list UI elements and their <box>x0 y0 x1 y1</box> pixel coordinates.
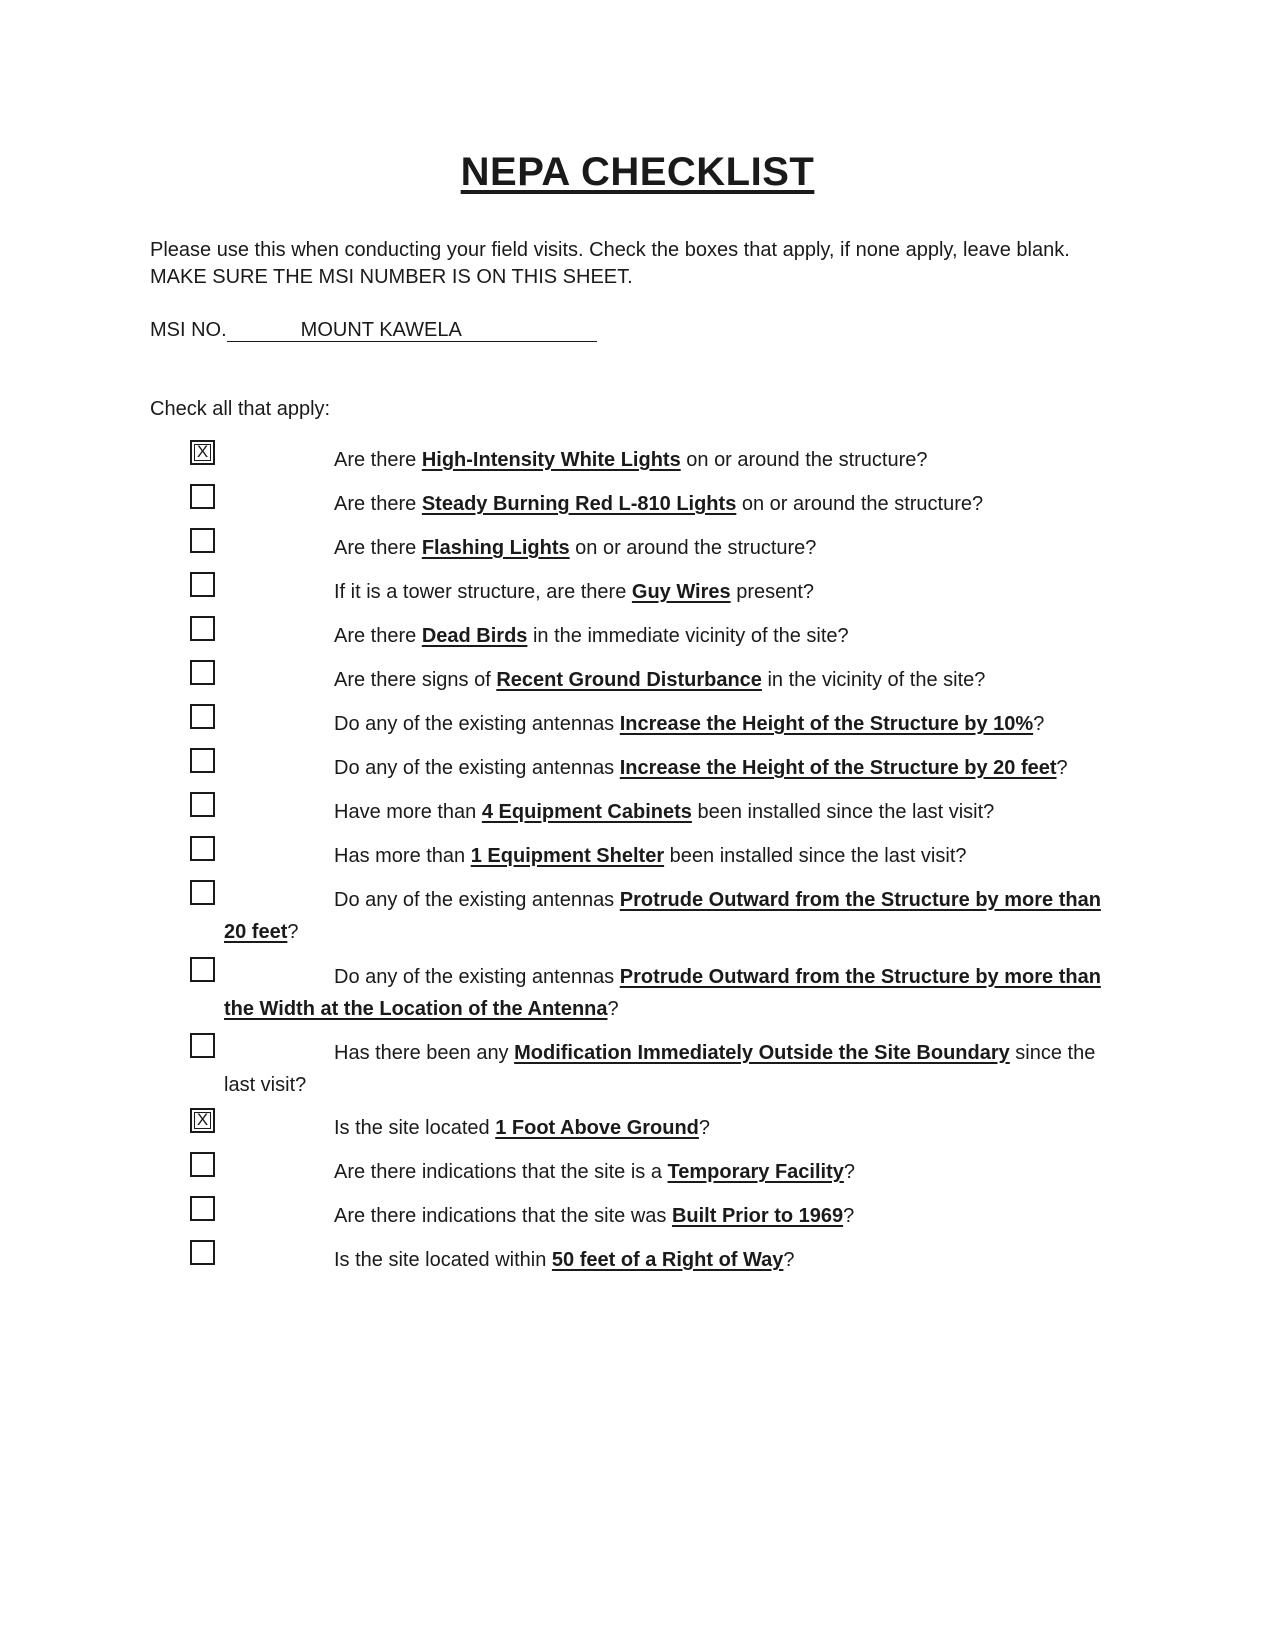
item-keyword: High-Intensity White Lights <box>421 449 681 471</box>
checkbox-mark: X <box>196 1110 209 1129</box>
checkbox[interactable] <box>190 616 215 641</box>
item-keyword: 1 Foot Above Ground <box>495 1117 699 1139</box>
item-keyword: 4 Equipment Cabinets <box>481 801 692 823</box>
checkbox[interactable] <box>190 748 215 773</box>
item-text: Are there indications that the site was Built Prior to 1969? <box>334 1205 855 1227</box>
checkbox-mark: X <box>196 442 209 461</box>
page-title: NEPA CHECKLIST <box>460 150 815 194</box>
checkbox[interactable] <box>190 1196 215 1221</box>
instructions-line-2: MAKE SURE THE MSI NUMBER IS ON THIS SHEET. <box>150 266 633 288</box>
checklist-item <box>190 790 1125 828</box>
checkbox[interactable] <box>190 957 215 982</box>
checkbox[interactable] <box>190 572 215 597</box>
item-keyword: Guy Wires <box>631 581 731 603</box>
checkbox[interactable] <box>190 880 215 905</box>
checklist-item <box>190 1031 1125 1101</box>
item-keyword: Flashing Lights <box>421 537 570 559</box>
item-text: Has there been any Modification Immediately Outside the Site Boundary since the last visit? <box>224 1042 1096 1096</box>
item-text: Are there signs of Recent Ground Disturbance in the vicinity of the site? <box>334 669 986 691</box>
checkbox[interactable] <box>190 1108 215 1133</box>
item-text: Are there Steady Burning Red L-810 Lights on or around the structure? <box>334 493 984 515</box>
checklist-item <box>190 482 1125 520</box>
checklist-item <box>190 1150 1125 1188</box>
item-text: Do any of the existing antennas Protrude Outward from the Structure by more than the Width at the Location of the Antenna? <box>224 966 1101 1020</box>
checkbox[interactable] <box>190 1152 215 1177</box>
instructions <box>150 237 1070 291</box>
item-text: Is the site located 1 Foot Above Ground? <box>334 1117 711 1139</box>
item-keyword: 1 Equipment Shelter <box>470 845 665 867</box>
item-text: Do any of the existing antennas Protrude Outward from the Structure by more than 20 feet? <box>224 889 1101 943</box>
check-all-label: Check all that apply: <box>150 398 331 420</box>
checklist-item <box>190 746 1125 784</box>
checklist-item <box>190 1106 1125 1144</box>
checkbox[interactable] <box>190 792 215 817</box>
item-keyword: Built Prior to 1969 <box>671 1205 844 1227</box>
item-keyword: Modification Immediately Outside the Site Boundary <box>514 1042 1010 1064</box>
checkbox[interactable] <box>190 660 215 685</box>
checklist-item <box>190 955 1125 1025</box>
item-keyword: Protrude Outward from the Structure by more than the Width at the Location of the Antenna <box>224 966 1101 1020</box>
checklist-item <box>190 702 1125 740</box>
checklist-item <box>190 570 1125 608</box>
item-text: Are there Flashing Lights on or around the structure? <box>334 537 817 559</box>
item-text: Has more than 1 Equipment Shelter been installed since the last visit? <box>334 845 967 867</box>
item-keyword: Protrude Outward from the Structure by more than 20 feet <box>224 889 1101 943</box>
item-keyword: Dead Birds <box>421 625 528 647</box>
checkbox[interactable] <box>190 484 215 509</box>
item-keyword: Recent Ground Disturbance <box>496 669 762 691</box>
msi-label: MSI NO. <box>150 319 227 341</box>
checkbox[interactable] <box>190 528 215 553</box>
item-text: Do any of the existing antennas Increase the Height of the Structure by 10%? <box>334 713 1045 735</box>
item-text: Are there indications that the site is a Temporary Facility? <box>334 1161 855 1183</box>
item-text: Are there Dead Birds in the immediate vicinity of the site? <box>334 625 849 647</box>
checklist-item <box>190 834 1125 872</box>
item-keyword: 50 feet of a Right of Way <box>551 1249 784 1271</box>
item-text: Is the site located within 50 feet of a Right of Way? <box>334 1249 795 1271</box>
checklist-item <box>190 438 1125 476</box>
checklist-item <box>190 658 1125 696</box>
checkbox[interactable] <box>190 1033 215 1058</box>
checklist-item <box>190 1238 1125 1276</box>
item-keyword: Increase the Height of the Structure by 10% <box>619 713 1034 735</box>
item-text: If it is a tower structure, are there Guy Wires present? <box>334 581 815 603</box>
checkbox[interactable] <box>190 704 215 729</box>
item-keyword: Increase the Height of the Structure by 20 feet <box>619 757 1057 779</box>
checklist-item <box>190 878 1125 948</box>
msi-value[interactable]: MOUNT KAWELA <box>227 319 597 342</box>
item-keyword: Temporary Facility <box>667 1161 844 1183</box>
item-text: Do any of the existing antennas Increase the Height of the Structure by 20 feet? <box>334 757 1068 779</box>
checklist-item <box>190 1194 1125 1232</box>
checkbox[interactable] <box>190 1240 215 1265</box>
instructions-line-1: Please use this when conducting your field visits. Check the boxes that apply, if none apply, leave blank. <box>150 239 1070 261</box>
item-text: Are there High-Intensity White Lights on or around the structure? <box>334 449 928 471</box>
checkbox[interactable] <box>190 836 215 861</box>
checklist-item <box>190 526 1125 564</box>
msi-field <box>150 317 597 344</box>
checkbox[interactable] <box>190 440 215 465</box>
item-keyword: Steady Burning Red L-810 Lights <box>421 493 737 515</box>
checklist-item <box>190 614 1125 652</box>
item-text: Have more than 4 Equipment Cabinets been installed since the last visit? <box>334 801 995 823</box>
